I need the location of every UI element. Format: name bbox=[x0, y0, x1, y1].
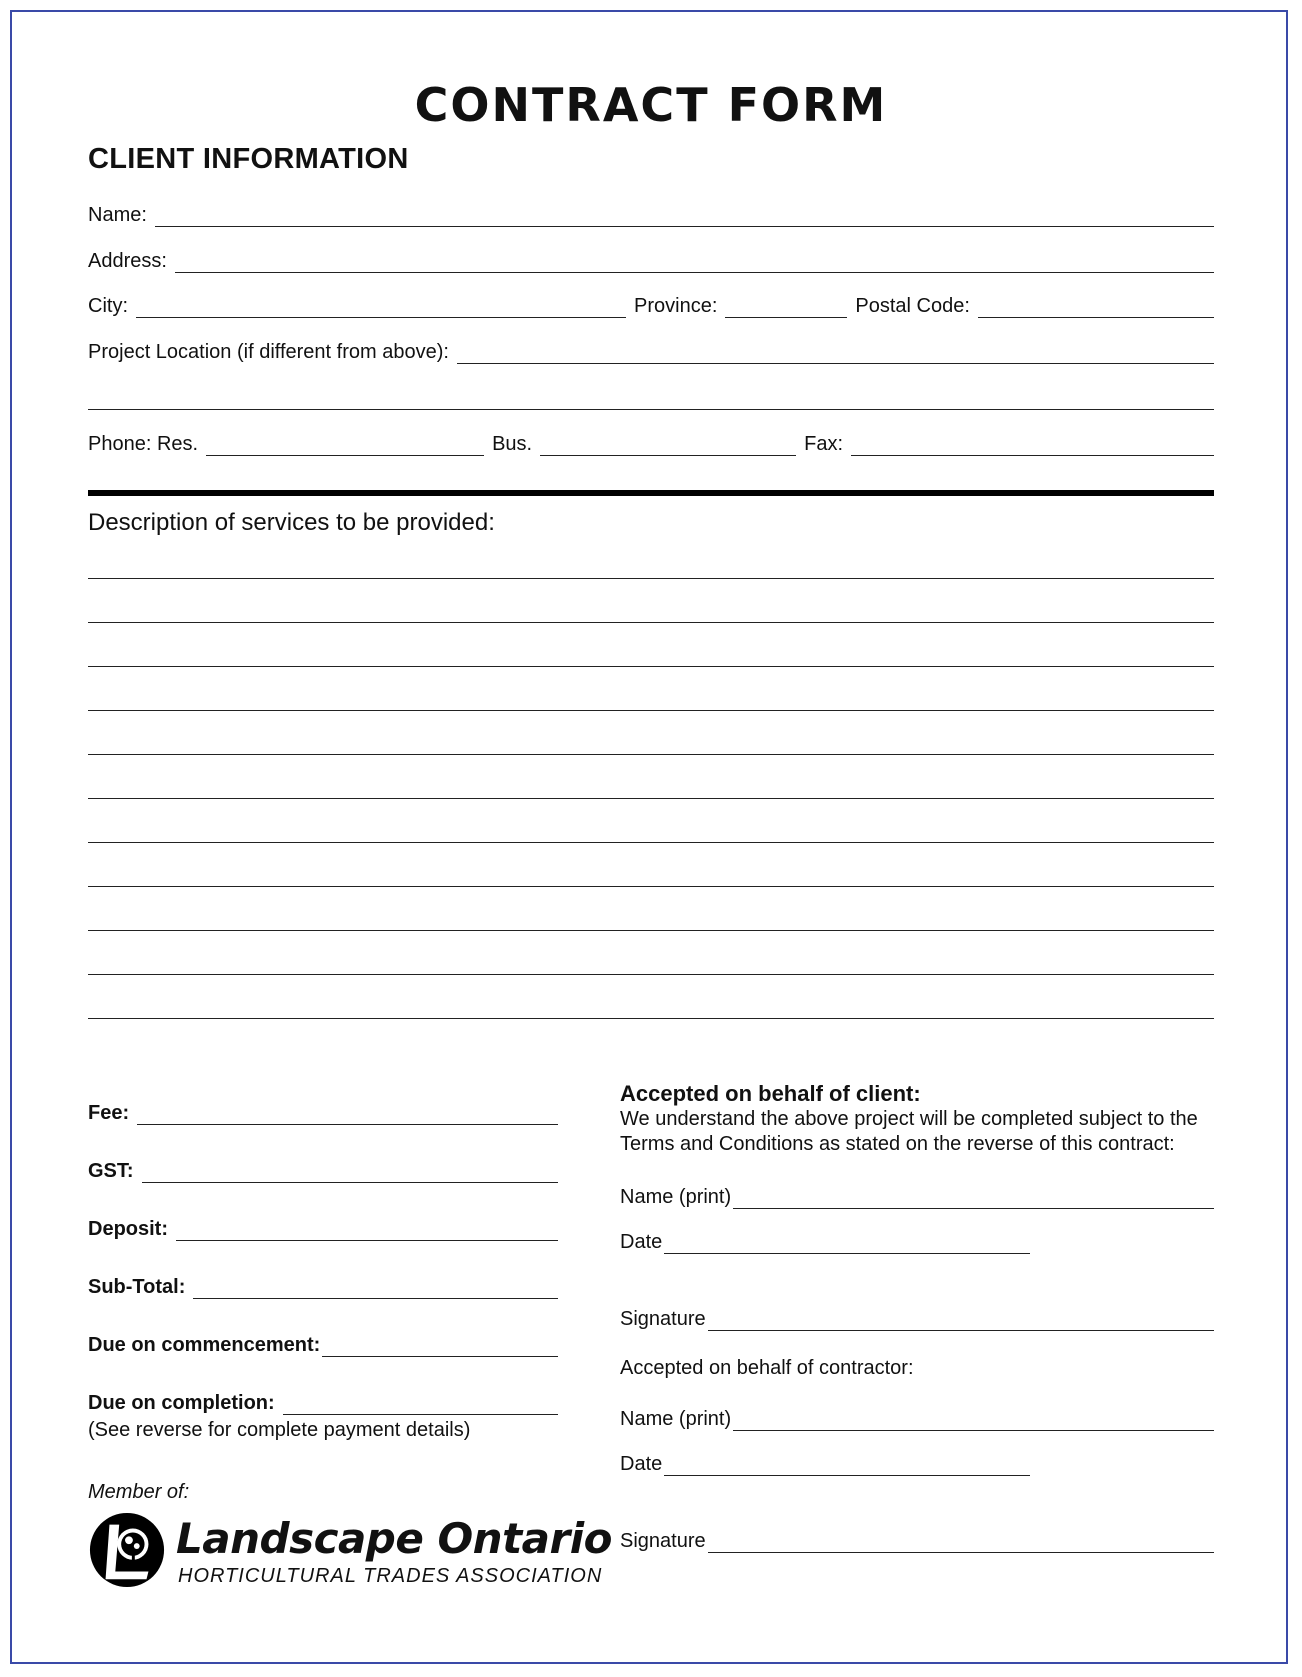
contractor-name-row bbox=[620, 1405, 1214, 1431]
deposit-field[interactable] bbox=[176, 1220, 558, 1241]
contractor-acceptance-heading: Accepted on behalf of contractor: bbox=[620, 1357, 914, 1379]
client-date-field[interactable] bbox=[664, 1233, 1030, 1254]
deposit-label: Deposit: bbox=[88, 1218, 168, 1240]
name-field[interactable] bbox=[155, 206, 1214, 227]
description-line[interactable] bbox=[88, 754, 1214, 755]
fax-field[interactable] bbox=[851, 435, 1214, 456]
client-date-row bbox=[620, 1228, 1030, 1254]
address-field[interactable] bbox=[175, 252, 1214, 273]
contractor-name-field[interactable] bbox=[733, 1410, 1214, 1431]
page-title: CONTRACT FORM bbox=[414, 78, 888, 132]
contractor-acceptance-heading-row bbox=[620, 1354, 1214, 1380]
contractor-signature-row bbox=[620, 1527, 1214, 1553]
project-location-field[interactable] bbox=[457, 343, 1214, 364]
address-label: Address: bbox=[88, 250, 167, 272]
name-label: Name: bbox=[88, 204, 147, 226]
description-line[interactable] bbox=[88, 842, 1214, 843]
project-location-field-2[interactable] bbox=[88, 409, 1214, 410]
description-line[interactable] bbox=[88, 974, 1214, 975]
description-line[interactable] bbox=[88, 1018, 1214, 1019]
phone-res-label: Phone: Res. bbox=[88, 433, 199, 455]
name-row bbox=[88, 201, 1214, 227]
description-line[interactable] bbox=[88, 798, 1214, 799]
due-completion-row bbox=[88, 1389, 558, 1415]
client-signature-label: Signature bbox=[620, 1308, 706, 1330]
subtotal-label: Sub-Total: bbox=[88, 1276, 186, 1298]
client-info-heading: CLIENT INFORMATION bbox=[88, 143, 409, 175]
fee-label: Fee: bbox=[88, 1102, 130, 1124]
contractor-signature-field[interactable] bbox=[708, 1532, 1214, 1553]
landscape-ontario-logo-icon bbox=[88, 1511, 166, 1589]
due-commencement-field[interactable] bbox=[322, 1336, 558, 1357]
province-label: Province: bbox=[634, 295, 718, 317]
client-acceptance-text-line2: Terms and Conditions as stated on the reverse of this contract: bbox=[620, 1133, 1175, 1155]
city-field[interactable] bbox=[136, 297, 626, 318]
payment-note: (See reverse for complete payment details) bbox=[88, 1419, 471, 1441]
client-name-row bbox=[620, 1183, 1214, 1209]
phone-bus-label: Bus. bbox=[492, 433, 533, 455]
city-label: City: bbox=[88, 295, 128, 317]
contractor-date-row bbox=[620, 1450, 1030, 1476]
address-row bbox=[88, 247, 1214, 273]
member-of-label: Member of: bbox=[88, 1481, 190, 1503]
org-subtitle: HORTICULTURAL TRADES ASSOCIATION bbox=[178, 1565, 603, 1587]
postal-code-field[interactable] bbox=[978, 297, 1214, 318]
contractor-signature-label: Signature bbox=[620, 1530, 706, 1552]
client-acceptance-heading: Accepted on behalf of client: bbox=[620, 1081, 921, 1106]
description-label: Description of services to be provided: bbox=[88, 509, 495, 536]
fee-field[interactable] bbox=[137, 1104, 558, 1125]
contractor-date-field[interactable] bbox=[664, 1455, 1030, 1476]
gst-row bbox=[88, 1157, 558, 1183]
description-line[interactable] bbox=[88, 578, 1214, 579]
due-completion-field[interactable] bbox=[283, 1394, 558, 1415]
client-acceptance-text-line1: We understand the above project will be completed subject to the bbox=[620, 1108, 1198, 1130]
client-signature-field[interactable] bbox=[708, 1310, 1214, 1331]
phone-bus-field[interactable] bbox=[540, 435, 796, 456]
description-line[interactable] bbox=[88, 622, 1214, 623]
description-line[interactable] bbox=[88, 886, 1214, 887]
client-name-label: Name (print) bbox=[620, 1186, 732, 1208]
description-line[interactable] bbox=[88, 666, 1214, 667]
description-line[interactable] bbox=[88, 710, 1214, 711]
province-field[interactable] bbox=[725, 297, 847, 318]
client-signature-row bbox=[620, 1305, 1214, 1331]
city-row bbox=[88, 292, 1214, 318]
due-commencement-label: Due on commencement: bbox=[88, 1334, 321, 1356]
due-commencement-row bbox=[88, 1331, 558, 1357]
postal-code-label: Postal Code: bbox=[855, 295, 970, 317]
section-divider bbox=[88, 490, 1214, 496]
subtotal-row bbox=[88, 1273, 558, 1299]
project-location-row bbox=[88, 338, 1214, 364]
deposit-row bbox=[88, 1215, 558, 1241]
due-completion-label: Due on completion: bbox=[88, 1392, 275, 1414]
client-acceptance-text bbox=[620, 1107, 1220, 1157]
subtotal-field[interactable] bbox=[193, 1278, 558, 1299]
client-date-label: Date bbox=[620, 1231, 663, 1253]
gst-label: GST: bbox=[88, 1160, 134, 1182]
phone-res-field[interactable] bbox=[206, 435, 484, 456]
contractor-name-label: Name (print) bbox=[620, 1408, 732, 1430]
phone-row bbox=[88, 430, 1214, 456]
gst-field[interactable] bbox=[142, 1162, 558, 1183]
contractor-date-label: Date bbox=[620, 1453, 663, 1475]
fee-row bbox=[88, 1099, 558, 1125]
client-name-field[interactable] bbox=[733, 1188, 1214, 1209]
description-line[interactable] bbox=[88, 930, 1214, 931]
org-name: Landscape Ontario bbox=[176, 1514, 612, 1563]
project-location-label: Project Location (if different from above): bbox=[88, 341, 449, 363]
fax-label: Fax: bbox=[804, 433, 844, 455]
